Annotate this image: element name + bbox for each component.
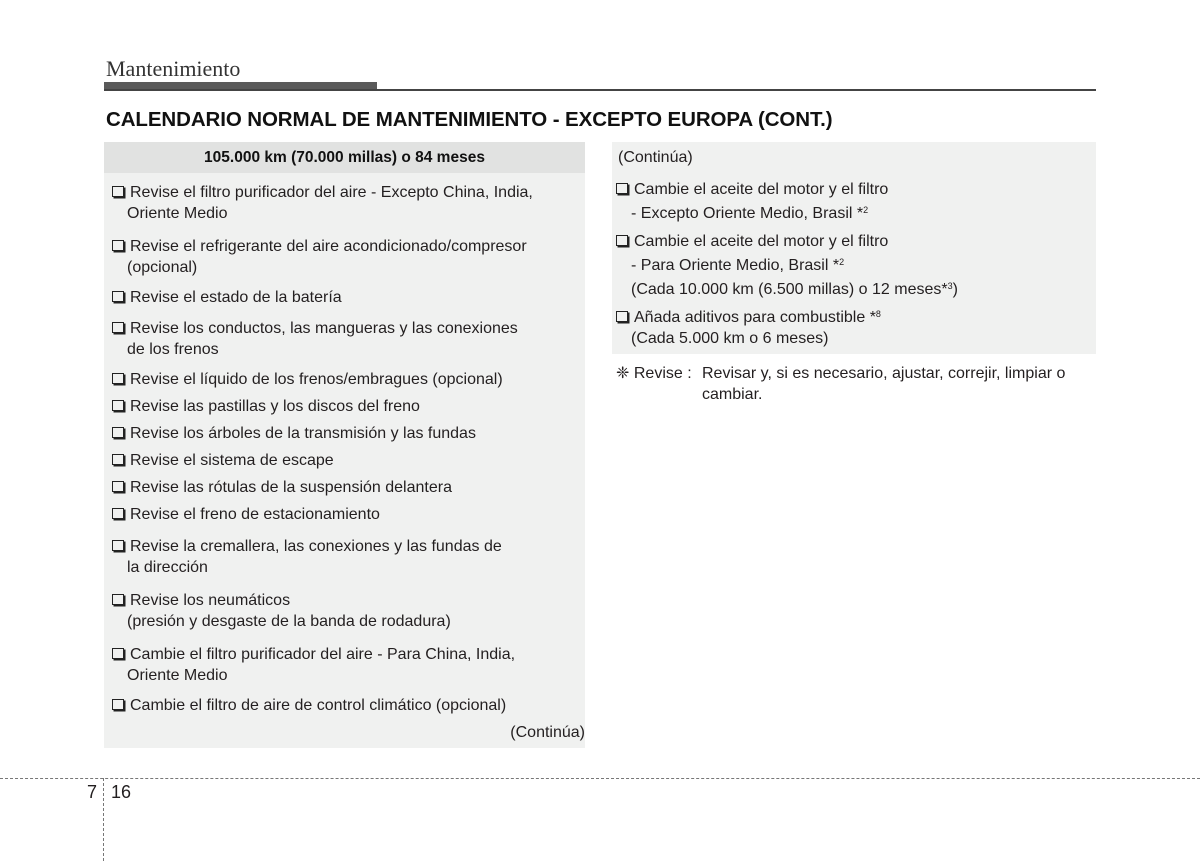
checklist-item: Revise los árboles de la transmisión y las fundas [112,423,476,444]
checkbox-icon [112,594,124,605]
maintenance-interval-panel [104,142,585,748]
checklist-item: Revise las pastillas y los discos del freno [112,396,420,417]
checkbox-icon [112,508,124,519]
chapter-number: 7 [87,782,98,802]
checkbox-icon [112,373,124,384]
checkbox-icon [112,454,124,465]
page-number: 16 [111,782,132,802]
footer-vertical-divider [103,778,104,861]
checklist-item: Revise los conductos, las mangueras y las conexiones de los frenos [112,318,518,360]
checklist-item: Añada aditivos para combustible *$^8$ (Cada 5.000 km o 6 meses) [616,304,881,349]
continued-label: (Continúa) [510,724,585,741]
footer-divider [0,778,1200,779]
checkbox-icon [112,648,124,659]
checklist-item: Revise el freno de estacionamiento [112,504,380,525]
note-label: Revise : [633,365,692,382]
checkbox-icon [112,322,124,333]
checkbox-icon [112,481,124,492]
revise-note [616,363,1066,403]
checklist-item: Cambie el filtro de aire de control climático (opcional) [112,695,506,716]
checklist-item: Revise el líquido de los frenos/embragues (opcional) [112,369,503,390]
checkbox-icon [112,699,124,710]
checklist-item: Revise la cremallera, las conexiones y las fundas de la dirección [112,536,502,578]
checkbox-icon [616,183,628,194]
checklist-item: Revise el estado de la batería [112,287,342,308]
checklist-item: Cambie el aceite del motor y el filtro - Excepto Oriente Medio, Brasil *$^2$ [616,179,888,224]
checklist-item: Revise el sistema de escape [112,450,334,471]
checkbox-icon [112,186,124,197]
checkbox-icon [616,311,628,322]
checkbox-icon [112,400,124,411]
checkbox-icon [112,291,124,302]
note-symbol-icon: ❈ [616,365,630,382]
interval-header: 105.000 km (70.000 millas) o 84 meses [104,142,585,173]
checkbox-icon [616,235,628,246]
checklist-item: Cambie el aceite del motor y el filtro - Para Oriente Medio, Brasil *$^2$ (Cada 10.000 km (6.500 millas) o 12 meses*$^3$) [616,231,958,300]
checklist-item: Revise el refrigerante del aire acondicionado/compresor (opcional) [112,236,527,278]
continued-label: (Continúa) [618,149,693,166]
continued-panel [612,142,1096,354]
note-text: Revisar y, si es necesario, ajustar, correjir, limpiar o cambiar. [702,365,1066,403]
checkbox-icon [112,540,124,551]
checkbox-icon [112,240,124,251]
checklist-item: Revise los neumáticos (presión y desgaste de la banda de rodadura) [112,590,451,632]
checklist-item: Revise las rótulas de la suspensión delantera [112,477,452,498]
page-heading: CALENDARIO NORMAL DE MANTENIMIENTO - EXCEPTO EUROPA (CONT.) [106,108,833,131]
checklist-item: Cambie el filtro purificador del aire - Para China, India, Oriente Medio [112,644,515,686]
section-title: Mantenimiento [106,56,241,81]
checkbox-icon [112,427,124,438]
header-rule [104,89,1096,91]
checklist-item: Revise el filtro purificador del aire - Excepto China, India, Oriente Medio [112,182,533,224]
